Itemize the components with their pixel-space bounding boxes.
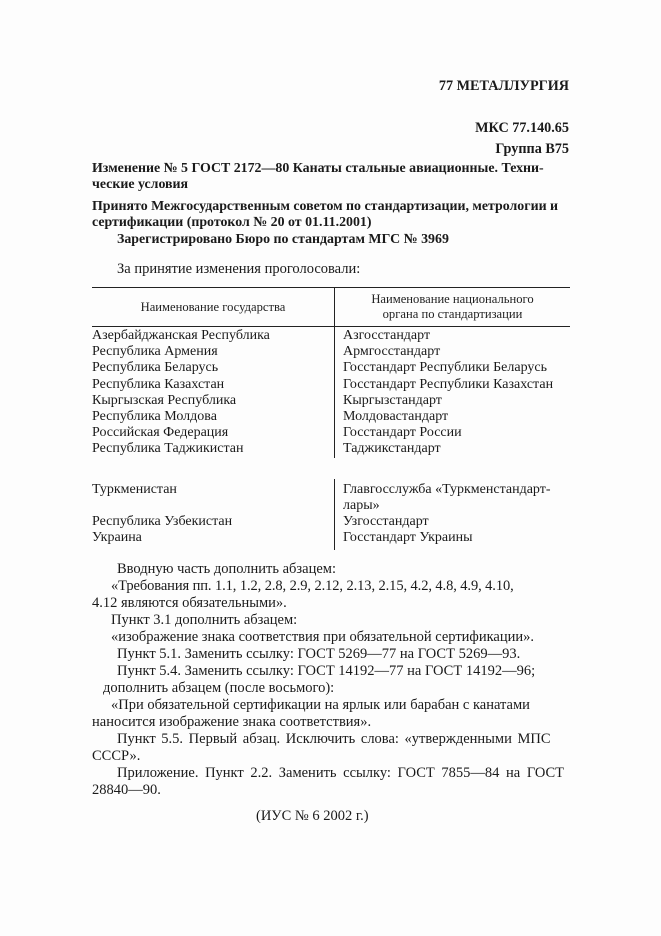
- paragraph: Пункт 5.5. Первый абзац. Исключить слова: «утвержденными МПС: [117, 731, 551, 747]
- table-cell-organ: Госстандарт Украины: [343, 530, 473, 545]
- paragraph: наносится изображение знака соответствия».: [92, 714, 372, 730]
- table-cell-state: Республика Таджикистан: [92, 441, 244, 457]
- vote-intro: За принятие изменения проголосовали:: [117, 261, 361, 277]
- source-reference: (ИУС № 6 2002 г.): [256, 808, 369, 824]
- adopted-line1: Принято Межгосударственным советом по стандартизации, метрологии и: [92, 199, 559, 214]
- table-cell-organ: Госстандарт Республики Казахстан: [343, 376, 554, 392]
- section-heading: 77 МЕТАЛЛУРГИЯ: [438, 78, 569, 94]
- table-body-divider-2: [334, 479, 335, 550]
- paragraph: «изображение знака соответствия при обязательной сертификации».: [111, 629, 534, 645]
- registered-line: Зарегистрировано Бюро по стандартам МГС № 3969: [117, 232, 449, 247]
- col-header-organ-line2: органа по стандартизации: [382, 307, 523, 321]
- table-header-rule: [92, 326, 570, 327]
- paragraph: Пункт 3.1 дополнить абзацем:: [111, 612, 298, 628]
- table-top-rule: [92, 287, 570, 288]
- paragraph: «Требования пп. 1.1, 1.2, 2.8, 2.9, 2.12, 2.13, 2.15, 4.2, 4.8, 4.9, 4.10,: [111, 578, 514, 594]
- table-cell-organ: Азгосстандарт: [343, 328, 431, 343]
- amendment-title-line2: ческие условия: [92, 177, 189, 192]
- amendment-title-line1: Изменение № 5 ГОСТ 2172—80 Канаты стальные авиационные. Техни-: [92, 161, 544, 176]
- table-cell-organ: Госстандарт России: [343, 425, 462, 441]
- paragraph: Вводную часть дополнить абзацем:: [117, 561, 336, 577]
- col-header-state: Наименование государства: [140, 300, 286, 314]
- table-cell-organ: Молдовастандарт: [343, 409, 449, 424]
- paragraph: 28840—90.: [92, 782, 161, 798]
- paragraph: дополнить абзацем (после восьмого):: [103, 680, 335, 696]
- adopted-line2: сертификации (протокол № 20 от 01.11.2001): [92, 215, 372, 230]
- group-code: Группа В75: [495, 141, 569, 157]
- col-header-organ-line1: Наименование национального: [371, 292, 534, 306]
- table-cell-state: Туркменистан: [92, 482, 177, 497]
- table-cell-organ: Таджикстандарт: [343, 441, 441, 457]
- table-cell-organ-continued: лары»: [343, 498, 380, 513]
- paragraph: Пункт 5.4. Заменить ссылку: ГОСТ 14192—77 на ГОСТ 14192—96;: [117, 663, 536, 679]
- paragraph: 4.12 являются обязательными».: [92, 595, 287, 611]
- table-cell-state: Республика Узбекистан: [92, 514, 233, 529]
- table-cell-organ: Кыргызстандарт: [343, 392, 442, 408]
- table-cell-state: Республика Армения: [92, 344, 218, 360]
- paragraph: Пункт 5.1. Заменить ссылку: ГОСТ 5269—77 на ГОСТ 5269—93.: [117, 646, 521, 662]
- table-cell-state: Кыргызская Республика: [92, 392, 237, 408]
- mks-code: МКС 77.140.65: [475, 120, 569, 136]
- table-cell-organ: Армгосстандарт: [343, 344, 441, 360]
- table-body-divider: [334, 326, 335, 458]
- table-cell-state: Российская Федерация: [92, 425, 229, 441]
- table-cell-state: Азербайджанская Республика: [92, 328, 270, 343]
- table-cell-state: Республика Беларусь: [92, 360, 219, 376]
- table-cell-state: Украина: [92, 530, 142, 545]
- paragraph: СССР».: [92, 748, 141, 764]
- table-cell-state: Республика Казахстан: [92, 376, 225, 392]
- table-cell-organ: Узгосстандарт: [343, 514, 429, 529]
- paragraph: «При обязательной сертификации на ярлык или барабан с канатами: [111, 697, 530, 713]
- paragraph: Приложение. Пункт 2.2. Заменить ссылку: ГОСТ 7855—84 на ГОСТ: [117, 765, 565, 781]
- table-cell-organ: Госстандарт Республики Беларусь: [343, 360, 548, 376]
- table-cell-state: Республика Молдова: [92, 409, 217, 424]
- table-cell-organ: Главгосслужба «Туркменстандарт-: [343, 482, 551, 497]
